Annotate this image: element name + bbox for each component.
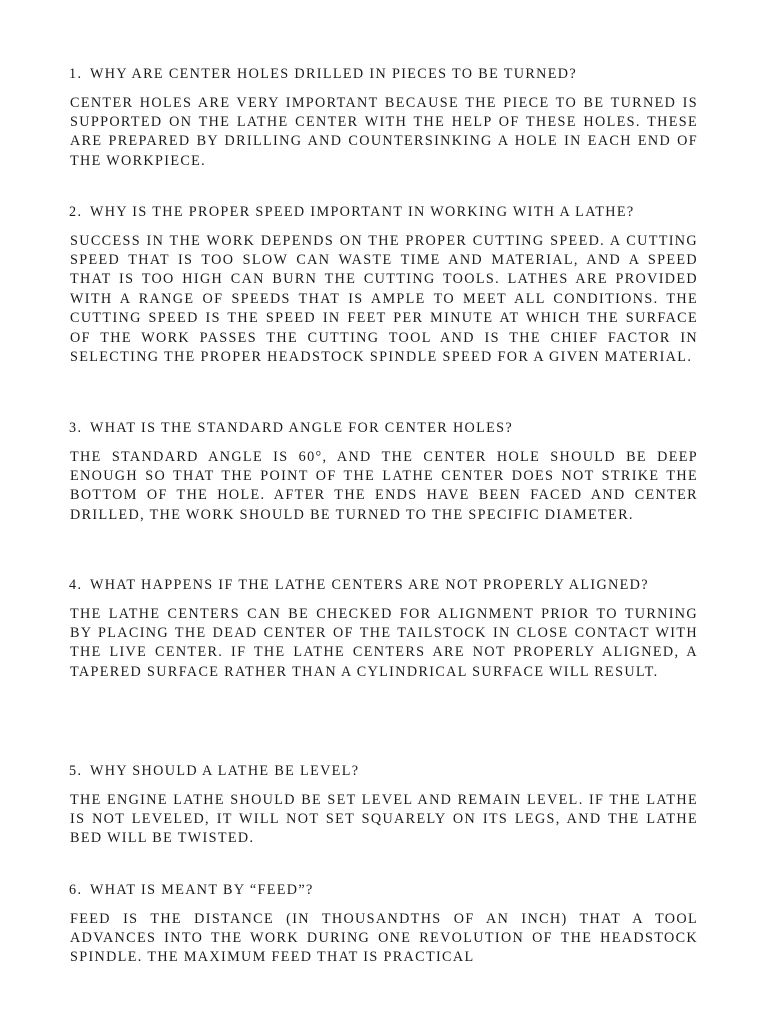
qa-item-4 bbox=[69, 576, 698, 682]
qa-item-1 bbox=[69, 65, 698, 171]
question-4 bbox=[69, 576, 698, 596]
answer-4: THE LATHE CENTERS CAN BE CHECKED FOR ALIGNMENT PRIOR TO TURNING BY PLACING THE DEAD CENTER OF THE TAILSTOCK IN CLOSE CONTACT WITH THE LIVE CENTER. IF THE LATHE CENTERS ARE NOT PROPERLY ALIGNED, A TAPERED SURFACE RATHER THAN A CYLINDRICAL SURFACE WILL RESULT. bbox=[70, 605, 698, 680]
question-1 bbox=[69, 65, 698, 85]
answer-5: THE ENGINE LATHE SHOULD BE SET LEVEL AND REMAIN LEVEL. IF THE LATHE IS NOT LEVELED, IT WILL NOT SET SQUARELY ON ITS LEGS, AND THE LATHE BED WILL BE TWISTED. bbox=[70, 791, 698, 847]
question-text: WHY SHOULD A LATHE BE LEVEL? bbox=[90, 763, 360, 779]
question-2 bbox=[69, 203, 698, 223]
question-text: WHY IS THE PROPER SPEED IMPORTANT IN WORKING WITH A LATHE? bbox=[90, 204, 635, 220]
question-number: 1. bbox=[69, 66, 83, 82]
question-text: WHAT HAPPENS IF THE LATHE CENTERS ARE NOT PROPERLY ALIGNED? bbox=[90, 577, 649, 593]
question-number: 4. bbox=[69, 577, 83, 593]
question-6 bbox=[69, 881, 698, 901]
qa-item-2 bbox=[69, 203, 698, 367]
answer-1: CENTER HOLES ARE VERY IMPORTANT BECAUSE THE PIECE TO BE TURNED IS SUPPORTED ON THE LATHE CENTER WITH THE HELP OF THESE HOLES. THESE ARE PREPARED BY DRILLING AND COUNTERSINKING A HOLE IN EACH END OF THE WORKPIECE. bbox=[70, 94, 698, 169]
qa-item-5 bbox=[69, 762, 698, 849]
question-text: WHY ARE CENTER HOLES DRILLED IN PIECES TO BE TURNED? bbox=[90, 66, 578, 82]
question-number: 3. bbox=[69, 420, 83, 436]
answer-3: THE STANDARD ANGLE IS 60°, AND THE CENTER HOLE SHOULD BE DEEP ENOUGH SO THAT THE POINT OF THE LATHE CENTER DOES NOT STRIKE THE BOTTOM OF THE HOLE. AFTER THE ENDS HAVE BEEN FACED AND CENTER DRILLED, THE WORK SHOULD BE TURNED TO THE SPECIFIC DIAMETER. bbox=[70, 448, 698, 523]
question-number: 6. bbox=[69, 882, 83, 898]
question-number: 5. bbox=[69, 763, 83, 779]
question-text: WHAT IS MEANT BY “FEED”? bbox=[90, 882, 314, 898]
qa-item-6 bbox=[69, 881, 698, 968]
question-number: 2. bbox=[69, 204, 83, 220]
question-5 bbox=[69, 762, 698, 782]
question-text: WHAT IS THE STANDARD ANGLE FOR CENTER HOLES? bbox=[90, 420, 514, 436]
answer-2: SUCCESS IN THE WORK DEPENDS ON THE PROPER CUTTING SPEED. A CUTTING SPEED THAT IS TOO SLOW CAN WASTE TIME AND MATERIAL, AND A SPEED THAT IS TOO HIGH CAN BURN THE CUTTING TOOLS. LATHES ARE PROVIDED WITH A RANGE OF SPEEDS THAT IS AMPLE TO MEET ALL CONDITIONS. THE CUTTING SPEED IS THE SPEED IN FEET PER MINUTE AT WHICH THE SURFACE OF THE WORK PASSES THE CUTTING TOOL AND IS THE CHIEF FACTOR IN SELECTING THE PROPER HEADSTOCK SPINDLE SPEED FOR A GIVEN MATERIAL. bbox=[70, 232, 698, 365]
answer-6: FEED IS THE DISTANCE (IN THOUSANDTHS OF AN INCH) THAT A TOOL ADVANCES INTO THE WORK DURING ONE REVOLUTION OF THE HEADSTOCK SPINDLE. THE MAXIMUM FEED THAT IS PRACTICAL bbox=[70, 910, 698, 966]
question-3 bbox=[69, 419, 698, 439]
qa-item-3 bbox=[69, 419, 698, 525]
